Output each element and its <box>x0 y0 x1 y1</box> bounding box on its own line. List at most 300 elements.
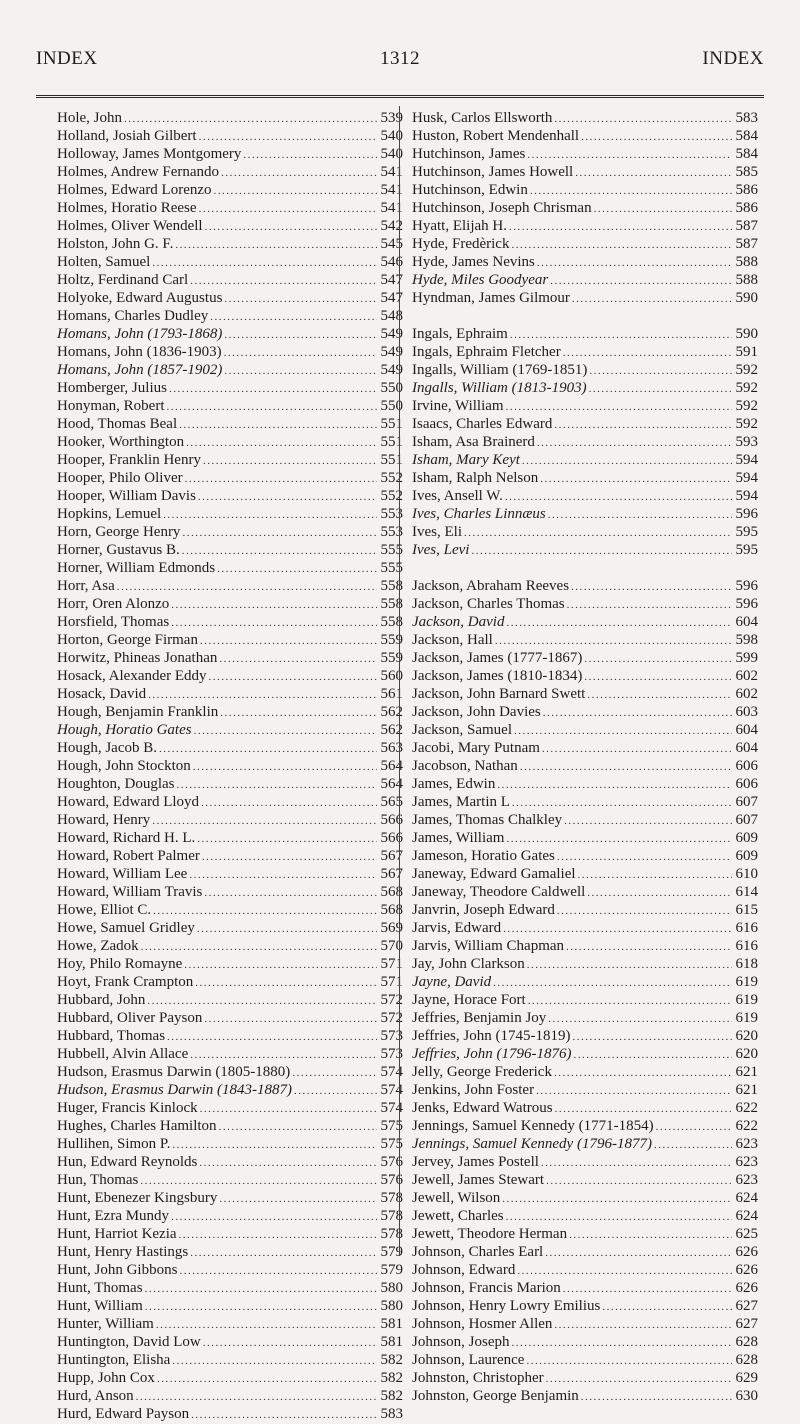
dot-leader <box>179 1226 377 1244</box>
entry-name: Homans, John (1836-1903) <box>57 344 222 360</box>
dot-leader <box>554 416 732 434</box>
index-entry <box>57 1153 403 1171</box>
entry-name: Jameson, Horatio Gates <box>412 848 555 864</box>
index-entry <box>412 1351 758 1369</box>
entry-page: 567 <box>380 866 403 882</box>
dot-leader <box>157 1370 377 1388</box>
entry-page: 620 <box>735 1028 758 1044</box>
entry-name: Johnson, Edward <box>412 1262 516 1278</box>
entry-page: 624 <box>735 1208 758 1224</box>
entry-page: 587 <box>735 236 758 252</box>
entry-name: Hooper, Philo Oliver <box>57 470 183 486</box>
entry-name: Holmes, Edward Lorenzo <box>57 182 212 198</box>
entry-page: 572 <box>380 992 403 1008</box>
entry-page: 606 <box>735 776 758 792</box>
index-entry <box>57 199 403 217</box>
index-entry <box>412 1261 758 1279</box>
entry-name: Howard, Richard H. L. <box>57 830 196 846</box>
entry-page: 574 <box>380 1064 403 1080</box>
entry-name: Hyde, Miles Goodyear <box>412 272 549 288</box>
entry-page: 604 <box>735 722 758 738</box>
index-entry <box>412 739 758 757</box>
entry-name: Jervey, James Postell <box>412 1154 539 1170</box>
dot-leader <box>512 794 732 812</box>
entry-name: Honyman, Robert <box>57 398 165 414</box>
entry-page: 547 <box>380 272 403 288</box>
entry-name: Johnson, Henry Lowry Emilius <box>412 1298 601 1314</box>
dot-leader <box>536 1082 732 1100</box>
entry-page: 551 <box>380 452 403 468</box>
entry-name: Hough, John Stockton <box>57 758 191 774</box>
entry-page: 592 <box>735 362 758 378</box>
dot-leader <box>172 1136 377 1154</box>
entry-page: 622 <box>735 1118 758 1134</box>
dot-leader <box>554 1316 732 1334</box>
entry-name: Hooker, Worthington <box>57 434 185 450</box>
entry-page: 551 <box>380 434 403 450</box>
entry-page: 609 <box>735 830 758 846</box>
entry-name: Hunt, Ezra Mundy <box>57 1208 170 1224</box>
index-entry <box>412 289 758 307</box>
entry-page: 564 <box>380 776 403 792</box>
entry-page: 586 <box>735 182 758 198</box>
dot-leader <box>522 452 732 470</box>
entry-page: 621 <box>735 1064 758 1080</box>
index-entry <box>57 613 403 631</box>
index-entry <box>412 127 758 145</box>
index-entry <box>412 757 758 775</box>
entry-page: 580 <box>380 1298 403 1314</box>
entry-name: Jarvis, William Chapman <box>412 938 565 954</box>
index-entry <box>57 811 403 829</box>
index-entry <box>57 325 403 343</box>
entry-page: 610 <box>735 866 758 882</box>
dot-leader <box>169 380 377 398</box>
index-entry <box>57 1243 403 1261</box>
index-entry <box>412 1063 758 1081</box>
entry-page: 542 <box>380 218 403 234</box>
dot-leader <box>200 632 377 650</box>
index-entry <box>57 217 403 235</box>
entry-name: Jackson, Charles Thomas <box>412 596 565 612</box>
index-entry <box>412 955 758 973</box>
entry-name: Hunt, Ebenezer Kingsbury <box>57 1190 218 1206</box>
index-entry <box>412 1315 758 1333</box>
entry-page: 573 <box>380 1028 403 1044</box>
entry-name: Homans, John (1857-1902) <box>57 362 223 378</box>
index-entry <box>412 703 758 721</box>
dot-leader <box>493 974 732 992</box>
dot-leader <box>167 1028 377 1046</box>
entry-page: 559 <box>380 632 403 648</box>
dot-leader <box>589 362 732 380</box>
entry-page: 549 <box>380 326 403 342</box>
entry-page: 624 <box>735 1190 758 1206</box>
entry-page: 575 <box>380 1136 403 1152</box>
entry-name: Jewell, James Stewart <box>412 1172 545 1188</box>
dot-leader <box>159 740 377 758</box>
entry-name: Johnson, Charles Earl <box>412 1244 544 1260</box>
index-entry <box>57 865 403 883</box>
dot-leader <box>217 560 377 578</box>
dot-leader <box>497 776 732 794</box>
dot-leader <box>589 380 732 398</box>
dot-leader <box>153 902 377 920</box>
dot-leader <box>545 1244 732 1262</box>
index-entry <box>57 595 403 613</box>
header-right: INDEX <box>702 48 764 69</box>
entry-page: 619 <box>735 992 758 1008</box>
index-entry <box>57 775 403 793</box>
entry-name: Hughes, Charles Hamilton <box>57 1118 217 1134</box>
entry-name: Horr, Oren Alonzo <box>57 596 170 612</box>
index-entry <box>57 1081 403 1099</box>
index-entry <box>412 883 758 901</box>
entry-page: 599 <box>735 650 758 666</box>
dot-leader <box>171 614 377 632</box>
dot-leader <box>163 506 377 524</box>
entry-name: Hyatt, Elijah H. <box>412 218 507 234</box>
index-entry <box>57 1225 403 1243</box>
dot-leader <box>175 236 377 254</box>
entry-page: 619 <box>735 1010 758 1026</box>
index-entry <box>412 1081 758 1099</box>
dot-leader <box>509 218 732 236</box>
index-column-left <box>57 109 403 1423</box>
index-entry <box>57 541 403 559</box>
index-entry <box>57 1027 403 1045</box>
index-entry <box>57 1171 403 1189</box>
entry-page: 550 <box>380 398 403 414</box>
entry-name: Huger, Francis Kinlock <box>57 1100 198 1116</box>
dot-leader <box>587 884 732 902</box>
index-entry <box>57 1315 403 1333</box>
entry-page: 588 <box>735 254 758 270</box>
entry-name: Hooper, William Davis <box>57 488 196 504</box>
index-entry <box>57 847 403 865</box>
dot-leader <box>566 938 732 956</box>
index-entry <box>412 793 758 811</box>
dot-leader <box>574 1046 732 1064</box>
index-entry <box>57 415 403 433</box>
dot-leader <box>543 704 732 722</box>
index-entry <box>57 397 403 415</box>
entry-page: 576 <box>380 1154 403 1170</box>
entry-name: Jackson, David <box>412 614 505 630</box>
entry-page: 541 <box>380 200 403 216</box>
index-entry <box>412 901 758 919</box>
entry-name: Ingals, Ephraim <box>412 326 508 342</box>
entry-name: Hough, Horatio Gates <box>57 722 192 738</box>
entry-page: 604 <box>735 614 758 630</box>
dot-leader <box>117 578 377 596</box>
entry-name: Janeway, Theodore Caldwell <box>412 884 586 900</box>
entry-name: Jacobson, Nathan <box>412 758 518 774</box>
dot-leader <box>166 398 377 416</box>
index-entry <box>57 469 403 487</box>
entry-name: Ingals, Ephraim Fletcher <box>412 344 561 360</box>
index-entry <box>412 451 758 469</box>
entry-page: 623 <box>735 1154 758 1170</box>
dot-leader <box>567 596 732 614</box>
dot-leader <box>171 596 377 614</box>
entry-page: 555 <box>380 560 403 576</box>
dot-leader <box>182 542 377 560</box>
entry-page: 582 <box>380 1370 403 1386</box>
dot-leader <box>145 1298 377 1316</box>
entry-name: James, Thomas Chalkley <box>412 812 563 828</box>
dot-leader <box>184 956 377 974</box>
index-entry <box>57 109 403 127</box>
dot-leader <box>224 326 377 344</box>
index-entry <box>57 685 403 703</box>
entry-page: 607 <box>735 794 758 810</box>
index-entry <box>57 793 403 811</box>
index-entry <box>57 1045 403 1063</box>
entry-page: 606 <box>735 758 758 774</box>
entry-name: Horr, Asa <box>57 578 115 594</box>
dot-leader <box>199 1154 377 1172</box>
entry-page: 541 <box>380 182 403 198</box>
entry-page: 594 <box>735 488 758 504</box>
entry-page: 545 <box>380 236 403 252</box>
index-entry <box>57 235 403 253</box>
entry-name: Horwitz, Phineas Jonathan <box>57 650 218 666</box>
entry-name: Hunter, William <box>57 1316 154 1332</box>
index-entry <box>412 613 758 631</box>
index-entry <box>412 523 758 541</box>
index-entry <box>412 469 758 487</box>
dot-leader <box>548 1010 732 1028</box>
entry-page: 585 <box>735 164 758 180</box>
entry-name: Johnson, Hosmer Allen <box>412 1316 553 1332</box>
dot-leader <box>554 110 732 128</box>
entry-page: 562 <box>380 704 403 720</box>
entry-name: Homberger, Julius <box>57 380 167 396</box>
dot-leader <box>540 470 732 488</box>
entry-name: Hyde, James Nevins <box>412 254 535 270</box>
index-entry <box>412 271 758 289</box>
dot-leader <box>528 992 732 1010</box>
dot-leader <box>219 650 377 668</box>
dot-leader <box>502 1190 732 1208</box>
index-entry <box>57 1405 403 1423</box>
index-entry <box>57 523 403 541</box>
entry-page: 588 <box>735 272 758 288</box>
entry-name: Holland, Josiah Gilbert <box>57 128 197 144</box>
entry-page: 552 <box>380 470 403 486</box>
index-entry <box>412 253 758 271</box>
running-header <box>36 40 764 70</box>
entry-name: Horsfield, Thomas <box>57 614 170 630</box>
entry-name: Johnson, Joseph <box>412 1334 510 1350</box>
dot-leader <box>219 1118 377 1136</box>
index-entry <box>412 181 758 199</box>
entry-page: 594 <box>735 470 758 486</box>
index-entry <box>412 1369 758 1387</box>
index-entry <box>57 451 403 469</box>
dot-leader <box>571 578 732 596</box>
entry-page: 580 <box>380 1280 403 1296</box>
entry-page: 584 <box>735 128 758 144</box>
dot-leader <box>505 488 732 506</box>
index-entry <box>57 1387 403 1405</box>
dot-leader <box>224 362 377 380</box>
entry-name: Horn, George Henry <box>57 524 181 540</box>
entry-page: 616 <box>735 920 758 936</box>
entry-name: Jeffries, John (1745-1819) <box>412 1028 571 1044</box>
entry-page: 549 <box>380 362 403 378</box>
entry-name: Ives, Levi <box>412 542 470 558</box>
entry-name: Husk, Carlos Ellsworth <box>412 110 553 126</box>
entry-page: 558 <box>380 578 403 594</box>
entry-name: Jacobi, Mary Putnam <box>412 740 540 756</box>
dot-leader <box>141 938 377 956</box>
entry-page: 626 <box>735 1262 758 1278</box>
entry-name: Hood, Thomas Beal <box>57 416 178 432</box>
header-rule <box>36 95 764 98</box>
index-entry <box>57 721 403 739</box>
entry-page: 625 <box>735 1226 758 1242</box>
index-entry <box>57 307 403 325</box>
entry-page: 596 <box>735 578 758 594</box>
entry-page: 593 <box>735 434 758 450</box>
dot-leader <box>214 182 377 200</box>
entry-page: 539 <box>380 110 403 126</box>
dot-leader <box>581 128 732 146</box>
entry-page: 594 <box>735 452 758 468</box>
index-entry <box>412 343 758 361</box>
entry-name: Hunt, Thomas <box>57 1280 143 1296</box>
index-entry <box>412 1117 758 1135</box>
index-entry <box>57 901 403 919</box>
dot-leader <box>124 110 377 128</box>
index-entry <box>412 847 758 865</box>
entry-name: Holston, John G. F. <box>57 236 174 252</box>
dot-leader <box>203 452 377 470</box>
index-entry <box>412 1171 758 1189</box>
index-entry <box>412 595 758 613</box>
entry-name: Jackson, John Davies <box>412 704 541 720</box>
index-entry <box>57 1063 403 1081</box>
entry-name: Jewell, Wilson <box>412 1190 501 1206</box>
dot-leader <box>190 272 377 290</box>
index-entry <box>412 109 758 127</box>
index-entry <box>412 379 758 397</box>
entry-name: Howard, William Lee <box>57 866 188 882</box>
entry-page: 562 <box>380 722 403 738</box>
dot-leader <box>506 1208 732 1226</box>
dot-leader <box>224 290 377 308</box>
entry-name: Hutchinson, Joseph Chrisman <box>412 200 592 216</box>
index-entry <box>412 937 758 955</box>
dot-leader <box>527 956 732 974</box>
index-entry <box>57 1207 403 1225</box>
dot-leader <box>199 200 377 218</box>
dot-leader <box>195 974 377 992</box>
index-entry <box>57 937 403 955</box>
entry-page: 598 <box>735 632 758 648</box>
index-entry <box>57 379 403 397</box>
dot-leader <box>205 218 377 236</box>
entry-page: 578 <box>380 1208 403 1224</box>
dot-leader <box>193 758 377 776</box>
entry-name: Jayne, David <box>412 974 492 990</box>
index-entry <box>57 955 403 973</box>
dot-leader <box>471 542 732 560</box>
entry-page: 552 <box>380 488 403 504</box>
index-entry <box>57 577 403 595</box>
index-entry <box>57 181 403 199</box>
dot-leader <box>204 1010 377 1028</box>
entry-name: Isham, Ralph Nelson <box>412 470 539 486</box>
dot-leader <box>177 776 378 794</box>
dot-leader <box>548 506 732 524</box>
entry-page: 595 <box>735 542 758 558</box>
dot-leader <box>511 236 732 254</box>
dot-leader <box>557 848 732 866</box>
index-entry <box>57 289 403 307</box>
dot-leader <box>546 1370 732 1388</box>
entry-page: 553 <box>380 524 403 540</box>
index-entry <box>57 1117 403 1135</box>
entry-page: 615 <box>735 902 758 918</box>
entry-name: Ingalls, William (1769-1851) <box>412 362 588 378</box>
dot-leader <box>527 146 732 164</box>
index-entry <box>412 1153 758 1171</box>
entry-name: Howe, Zadok <box>57 938 139 954</box>
index-entry <box>412 1189 758 1207</box>
entry-name: Jackson, Hall <box>412 632 493 648</box>
entry-name: Howard, Robert Palmer <box>57 848 200 864</box>
dot-leader <box>179 416 377 434</box>
index-entry <box>57 1261 403 1279</box>
entry-name: Jayne, Horace Fort <box>412 992 526 1008</box>
entry-name: James, William <box>412 830 505 846</box>
index-entry <box>57 1135 403 1153</box>
entry-page: 590 <box>735 326 758 342</box>
entry-page: 584 <box>735 146 758 162</box>
entry-name: Hubbard, Thomas <box>57 1028 166 1044</box>
entry-name: Holmes, Andrew Fernando <box>57 164 220 180</box>
entry-page: 566 <box>380 830 403 846</box>
index-entry <box>412 721 758 739</box>
dot-leader <box>656 1118 732 1136</box>
entry-name: Horner, Gustavus B. <box>57 542 180 558</box>
entry-name: Hutchinson, Edwin <box>412 182 528 198</box>
index-entry <box>412 991 758 1009</box>
entry-page: 578 <box>380 1190 403 1206</box>
entry-page: 620 <box>735 1046 758 1062</box>
entry-name: Jenkins, John Foster <box>412 1082 535 1098</box>
entry-page: 627 <box>735 1316 758 1332</box>
dot-leader <box>199 128 377 146</box>
index-entry <box>412 1135 758 1153</box>
entry-name: Huntington, David Low <box>57 1334 201 1350</box>
entry-name: Jarvis, Edward <box>412 920 502 936</box>
index-entry <box>57 433 403 451</box>
entry-page: 549 <box>380 344 403 360</box>
dot-leader <box>581 1388 732 1406</box>
entry-page: 628 <box>735 1334 758 1350</box>
entry-name: Hubbell, Alvin Allace <box>57 1046 189 1062</box>
entry-name: Holyoke, Edward Augustus <box>57 290 223 306</box>
index-entry <box>57 1099 403 1117</box>
entry-page: 579 <box>380 1262 403 1278</box>
entry-name: James, Martin L <box>412 794 510 810</box>
dot-leader <box>587 686 732 704</box>
dot-leader <box>292 1064 377 1082</box>
